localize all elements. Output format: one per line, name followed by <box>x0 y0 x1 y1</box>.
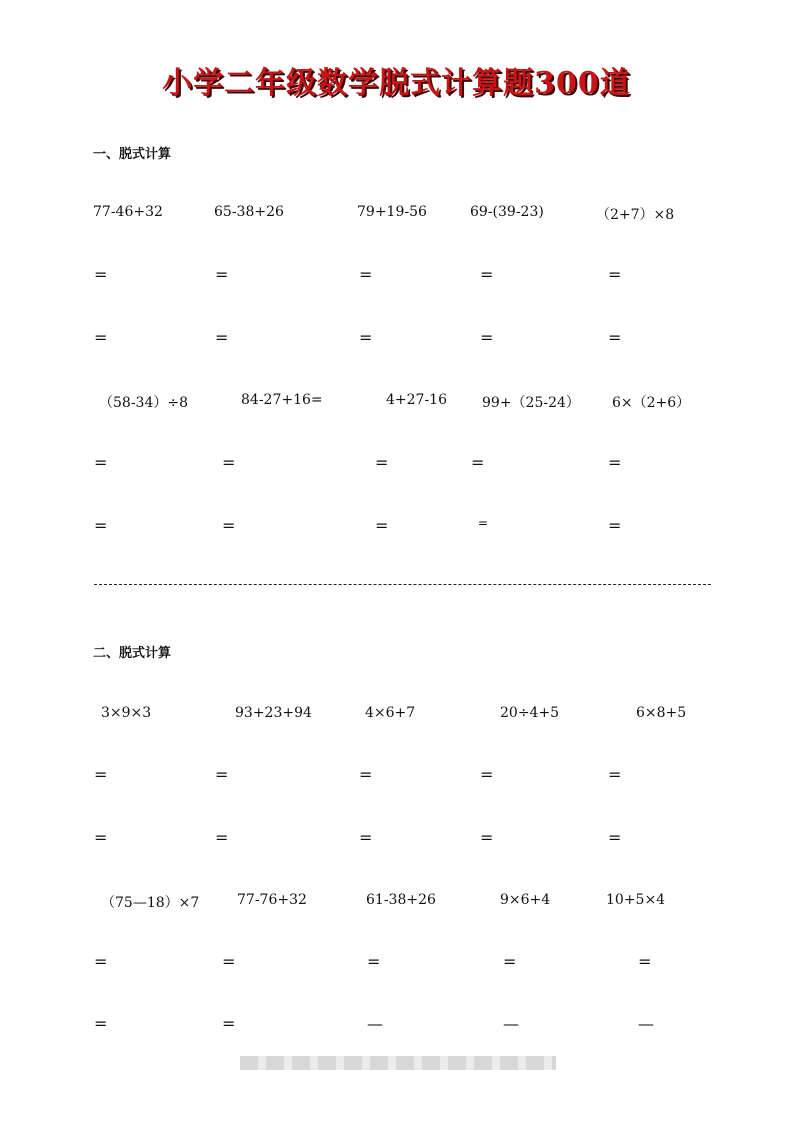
page-title: 小学二年级数学脱式计算题300道 <box>162 66 631 101</box>
equals-sign: = <box>608 765 622 784</box>
problem: 10+5×4 <box>606 892 666 908</box>
section-divider <box>94 584 711 585</box>
problem: 6×（2+6） <box>612 395 691 411</box>
equals-sign: = <box>222 952 236 971</box>
problem: 3×9×3 <box>101 705 152 721</box>
problem: 65-38+26 <box>214 204 284 220</box>
equals-sign: = <box>608 516 622 535</box>
equals-sign: = <box>215 328 229 347</box>
equals-sign: = <box>359 765 373 784</box>
equals-sign: = <box>94 516 108 535</box>
equals-sign: = <box>480 265 494 284</box>
equals-sign: = <box>480 328 494 347</box>
section-1-heading: 一、脱式计算 <box>93 147 172 162</box>
equals-sign: = <box>94 765 108 784</box>
equals-sign: = <box>94 265 108 284</box>
problem: （2+7）×8 <box>596 207 675 223</box>
equals-sign: = <box>222 1014 236 1033</box>
equals-sign: = <box>503 952 517 971</box>
problem: 77-46+32 <box>93 204 163 220</box>
equals-sign: = <box>222 453 236 472</box>
problem: 9×6+4 <box>500 892 551 908</box>
equals-sign: = <box>471 453 485 472</box>
problem: 99+（25-24） <box>482 395 580 411</box>
equals-sign: = <box>638 952 652 971</box>
problem: 6×8+5 <box>636 705 687 721</box>
equals-sign: = <box>375 453 389 472</box>
dash-sign: — <box>367 1014 383 1033</box>
equals-sign: = <box>94 328 108 347</box>
equals-sign: = <box>359 265 373 284</box>
equals-sign: = <box>608 453 622 472</box>
problem: 79+19-56 <box>357 204 427 220</box>
equals-sign: = <box>222 516 236 535</box>
equals-sign: = <box>480 828 494 847</box>
equals-sign: = <box>215 265 229 284</box>
dash-sign: — <box>638 1014 654 1033</box>
problem: 20÷4+5 <box>500 705 560 721</box>
problem: （58-34）÷8 <box>99 395 188 411</box>
equals-sign: = <box>608 828 622 847</box>
equals-sign: = <box>94 453 108 472</box>
blurred-footer-watermark <box>240 1056 556 1070</box>
problem: 93+23+94 <box>235 705 312 721</box>
dash-sign: — <box>503 1014 519 1033</box>
equals-sign: = <box>94 952 108 971</box>
equals-sign: = <box>94 828 108 847</box>
problem: 61-38+26 <box>366 892 436 908</box>
equals-sign: = <box>367 952 381 971</box>
equals-sign: = <box>359 328 373 347</box>
equals-sign: = <box>94 1014 108 1033</box>
equals-sign: = <box>478 516 489 530</box>
equals-sign: = <box>608 265 622 284</box>
section-2-heading: 二、脱式计算 <box>93 646 172 661</box>
problem: 69-(39-23) <box>470 204 544 220</box>
problem: （75—18）×7 <box>101 895 200 911</box>
equals-sign: = <box>375 516 389 535</box>
problem: 84-27+16= <box>241 392 323 408</box>
equals-sign: = <box>480 765 494 784</box>
equals-sign: = <box>215 765 229 784</box>
equals-sign: = <box>215 828 229 847</box>
problem: 4×6+7 <box>365 705 416 721</box>
equals-sign: = <box>359 828 373 847</box>
equals-sign: = <box>608 328 622 347</box>
problem: 77-76+32 <box>237 892 307 908</box>
problem: 4+27-16 <box>386 392 447 408</box>
